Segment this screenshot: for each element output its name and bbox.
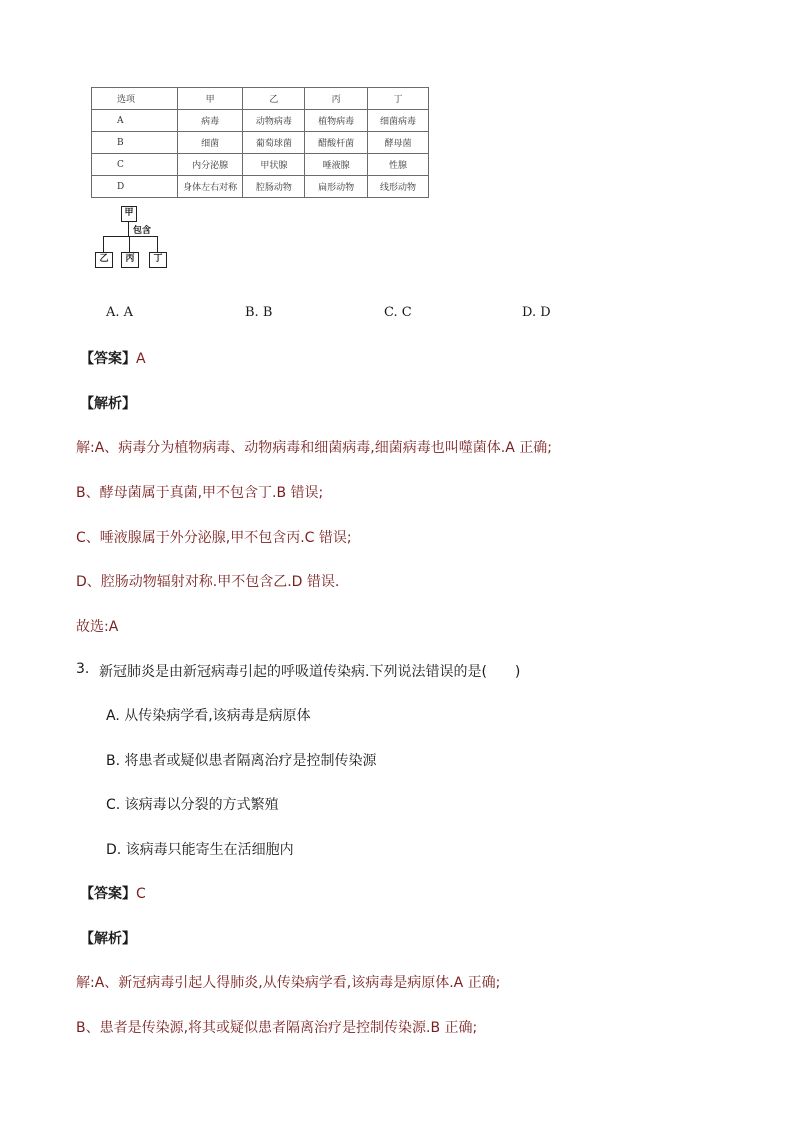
option-d: D. 该病毒只能寄生在活细胞内 — [106, 842, 294, 858]
table-cell: 丁 — [368, 88, 429, 110]
choice-b: B. B — [245, 305, 273, 320]
table-row — [92, 110, 429, 132]
diagram-connector — [103, 236, 104, 252]
option-c: C. 该病毒以分裂的方式繁殖 — [106, 797, 279, 813]
diagram-relation-label: 包含 — [133, 226, 152, 236]
analysis-heading: 【解析】 — [80, 931, 136, 947]
answer-heading — [80, 883, 146, 903]
table-row — [92, 154, 429, 176]
diagram-connector — [103, 236, 158, 237]
table-cell: 动物病毒 — [243, 110, 305, 132]
table-cell: 丙 — [305, 88, 368, 110]
diagram-node-child: 丁 — [149, 252, 167, 268]
table-cell: 内分泌腺 — [177, 154, 242, 176]
table-cell: 酵母菌 — [368, 132, 429, 154]
answer-tag: 【答案】 — [80, 351, 136, 367]
table-cell: D — [92, 176, 178, 198]
analysis-line: C、唾液腺属于外分泌腺,甲不包含丙.C 错误; — [76, 530, 352, 546]
question-stem: 新冠肺炎是由新冠病毒引起的呼吸道传染病.下列说法错误的是( ) — [99, 664, 521, 680]
table-cell: 选项 — [92, 88, 178, 110]
table-cell: 扁形动物 — [305, 176, 368, 198]
diagram-node-top: 甲 — [121, 206, 137, 222]
choice-a: A. A — [106, 305, 134, 320]
table-cell: 身体左右对称 — [177, 176, 242, 198]
choice-c: C. C — [384, 305, 412, 320]
table-cell: A — [92, 110, 178, 132]
diagram-node-child: 丙 — [121, 252, 139, 268]
table-row — [92, 132, 429, 154]
question-number: 3. — [76, 661, 90, 677]
analysis-heading: 【解析】 — [80, 396, 136, 412]
table-cell: 腔肠动物 — [243, 176, 305, 198]
table-cell: 葡萄球菌 — [243, 132, 305, 154]
table-cell: 性腺 — [368, 154, 429, 176]
table-cell: 唾液腺 — [305, 154, 368, 176]
analysis-line: B、酵母菌属于真菌,甲不包含丁.B 错误; — [76, 485, 324, 501]
diagram-connector — [128, 221, 129, 236]
diagram-node-child: 乙 — [95, 252, 113, 268]
table-cell: C — [92, 154, 178, 176]
option-a: A. 从传染病学看,该病毒是病原体 — [106, 708, 311, 724]
table-cell: 乙 — [243, 88, 305, 110]
answer-value: A — [136, 351, 146, 367]
answer-heading — [80, 348, 146, 368]
diagram-connector — [157, 236, 158, 252]
table-header-row — [92, 88, 429, 110]
table-cell: 细菌病毒 — [368, 110, 429, 132]
analysis-line: 解:A、新冠病毒引起人得肺炎,从传染病学看,该病毒是病原体.A 正确; — [76, 975, 501, 991]
analysis-line: B、患者是传染源,将其或疑似患者隔离治疗是控制传染源.B 正确; — [76, 1020, 478, 1036]
options-table — [91, 87, 429, 198]
table-cell: 病毒 — [177, 110, 242, 132]
option-b: B. 将患者或疑似患者隔离治疗是控制传染源 — [106, 753, 377, 769]
table-cell: 醋酸杆菌 — [305, 132, 368, 154]
table-cell: 植物病毒 — [305, 110, 368, 132]
table-row — [92, 176, 429, 198]
table-cell: 细菌 — [177, 132, 242, 154]
answer-tag: 【答案】 — [80, 886, 136, 902]
answer-value: C — [136, 886, 146, 902]
table-cell: 线形动物 — [368, 176, 429, 198]
choice-d: D. D — [522, 305, 551, 320]
conclusion: 故选:A — [76, 619, 119, 635]
table-cell: 甲 — [177, 88, 242, 110]
table-cell: B — [92, 132, 178, 154]
diagram-connector — [129, 236, 130, 252]
table-cell: 甲状腺 — [243, 154, 305, 176]
analysis-line: D、腔肠动物辐射对称.甲不包含乙.D 错误. — [76, 574, 340, 590]
analysis-line: 解:A、病毒分为植物病毒、动物病毒和细菌病毒,细菌病毒也叫噬菌体.A 正确; — [76, 440, 552, 456]
